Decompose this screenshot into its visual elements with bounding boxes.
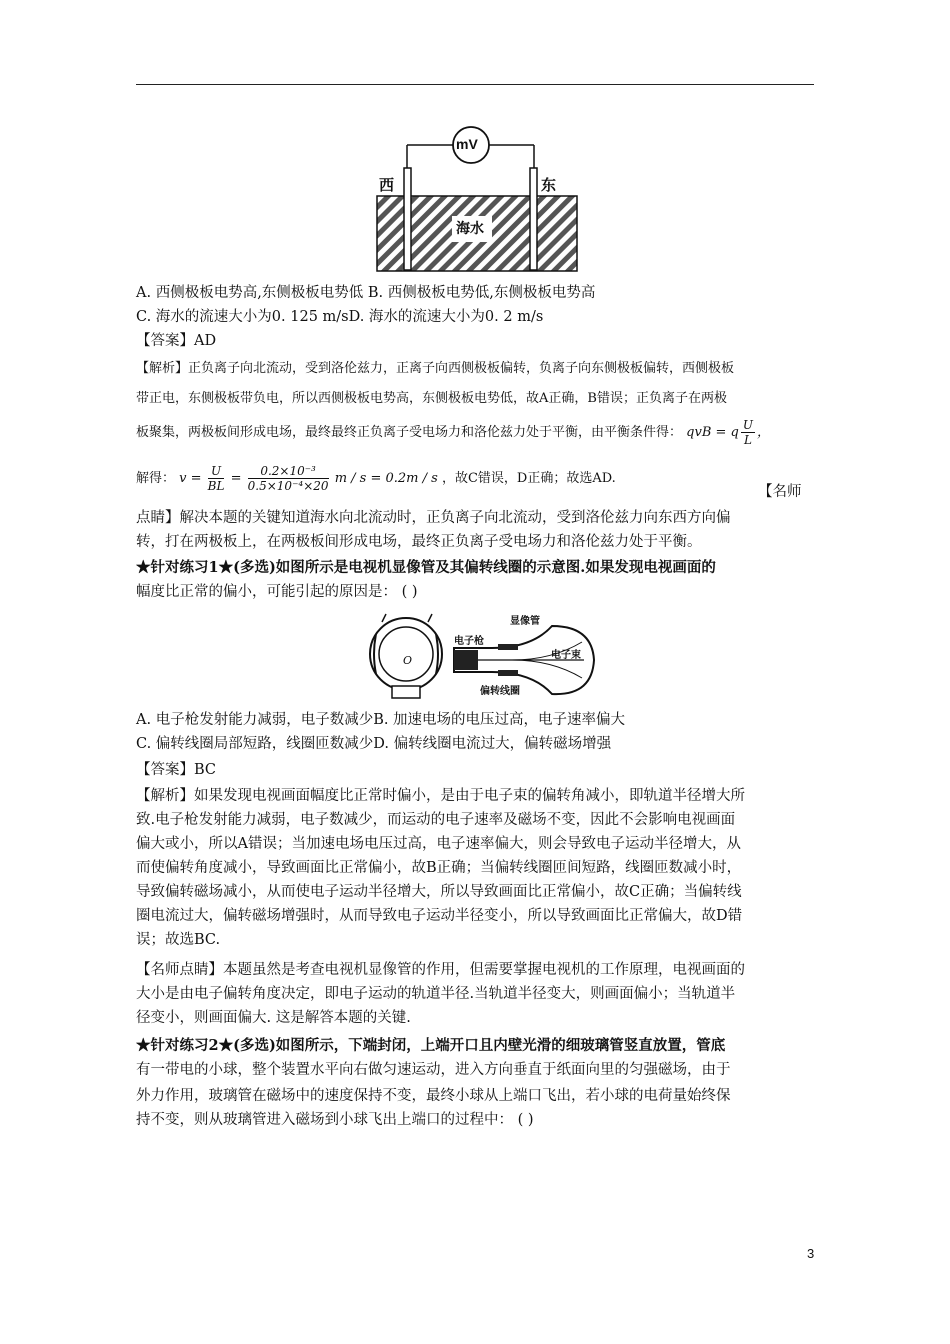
beam-label: 电子束 [551, 650, 581, 661]
west-label: 西 [379, 176, 395, 194]
q2-line: ★针对练习2★(多选)如图所示，下端封闭，上端开口且内壁光滑的细玻璃管竖直放置，管底 [136, 1037, 726, 1054]
q0-tips-body: 点睛】解决本题的关键知道海水向北流动时，正负离子向北流动，受到洛伦兹力向东西方向偏 [136, 510, 731, 526]
q1-analysis-line: 致.电子枪发射能力减弱，电子数减少，而运动的电子速率及磁场不变，因此不会影响电视画面 [136, 812, 736, 828]
q0-analysis-3: 板聚集，两极板间形成电场，最终最终正负离子受电场力和洛伦兹力处于平衡，由平衡条件得： qvB = q $\frac{U}{L}$ ， [136, 418, 770, 447]
coil-center-label: O [403, 654, 413, 667]
q0-options-cd: C. 海水的流速大小为0. 125 m/sD. 海水的流速大小为0. 2 m/s [136, 309, 544, 325]
east-plate [530, 168, 537, 270]
q1-analysis-line: 【解析】如果发现电视画面幅度比正常时偏小，是由于电子束的偏转角减小，即轨道半径增大所 [136, 788, 745, 804]
q1-tips-line: 径变小，则画面偏大. 这是解答本题的关键. [136, 1010, 411, 1026]
coil-label: 偏转线圈 [480, 686, 520, 697]
electron-gun [454, 650, 478, 670]
seawater-label: 海水 [456, 221, 484, 237]
q2-line: 有一带电的小球，整个装置水平向右做匀速运动，进入方向垂直于纸面向里的匀强磁场，由于 [136, 1062, 731, 1078]
q1-answer: 【答案】BC [136, 762, 217, 778]
q0-analysis-4: 解得： v = $\frac{U}{BL}$ = $\frac{\text{0.2×10⁻³}}{\text{0.5×10⁻⁴×20}}$ m / s = 0.2m / s ，故C错误，D正确；故选AD. [136, 464, 616, 493]
q1-title-2: 幅度比正常的偏小，可能引起的原因是： ( ) [136, 584, 418, 600]
q0-tips-body-2: 转，打在两极板上，在两极板间形成电场，最终正负离子受电场力和洛伦兹力处于平衡。 [136, 534, 702, 550]
q1-options-cd: C. 偏转线圈局部短路，线圈匝数减少D. 偏转线圈电流过大，偏转磁场增强 [136, 736, 612, 752]
q0-tips-head: 【名师 [758, 484, 802, 500]
meter-label: mV [456, 136, 478, 152]
q2-line: 外力作用，玻璃管在磁场中的速度保持不变，最终小球从上端口飞出，若小球的电荷量始终保 [136, 1088, 731, 1104]
tube-label: 显像管 [510, 616, 540, 627]
header-rule [136, 84, 814, 85]
q1-title-1: ★针对练习1★(多选)如图所示是电视机显像管及其偏转线圈的示意图.如果发现电视画面的 [136, 559, 716, 576]
q1-analysis-line: 圈电流过大，偏转磁场增强时，从而导致电子运动半径变小，所以导致画面比正常偏大，故D错 [136, 908, 743, 924]
q2-line: 持不变，则从玻璃管进入磁场到小球飞出上端口的过程中： ( ) [136, 1112, 534, 1128]
q1-analysis-line: 而使偏转角度减小，导致画面比正常偏小，故B正确；当偏转线圈匝间短路，线圈匝数减小时， [136, 860, 742, 876]
velocity-formula: v = $\frac{U}{BL}$ = $\frac{\text{0.2×10⁻³}}{\text{0.5×10⁻⁴×20}}$ m / s = 0.2m / s [179, 464, 438, 493]
q0-options-ab: A. 西侧极板电势高,东侧极板电势低 B. 西侧极板电势低,东侧极板电势高 [136, 285, 596, 301]
q1-tips-line: 【名师点睛】本题虽然是考查电视机显像管的作用，但需要掌握电视机的工作原理，电视画面的 [136, 962, 745, 978]
q1-analysis-line: 误；故选BC. [136, 932, 221, 948]
gun-label: 电子枪 [454, 636, 484, 647]
equilibrium-formula: qvB = q $\frac{U}{L}$ ， [686, 418, 770, 447]
q1-options-ab: A. 电子枪发射能力减弱，电子数减少B. 加速电场的电压过高，电子速率偏大 [136, 712, 626, 728]
west-plate [404, 168, 411, 270]
page-number: 3 [807, 1246, 815, 1261]
q1-analysis-line: 导致偏转磁场减小，从而使电子运动半径增大，所以导致画面比正常偏小，故C正确；当偏转线 [136, 884, 742, 900]
q1-tips-line: 大小是由电子偏转角度决定，即电子运动的轨道半径.当轨道半径变大，则画面偏小；当轨道半 [136, 986, 736, 1002]
q0-analysis-2: 带正电，东侧极板带负电，所以西侧极板电势高，东侧极板电势低，故A正确，B错误；正负离子在两极 [136, 391, 727, 406]
q0-analysis-1: 【解析】正负离子向北流动，受到洛伦兹力，正离子向西侧极板偏转，负离子向东侧极板偏转，西侧极板 [136, 361, 735, 376]
east-label: 东 [541, 176, 557, 194]
q0-answer: 【答案】AD [136, 333, 217, 349]
q1-analysis-line: 偏大或小，所以A错误；当加速电场电压过高，电子速率偏大，则会导致电子运动半径增大，从 [136, 836, 741, 852]
